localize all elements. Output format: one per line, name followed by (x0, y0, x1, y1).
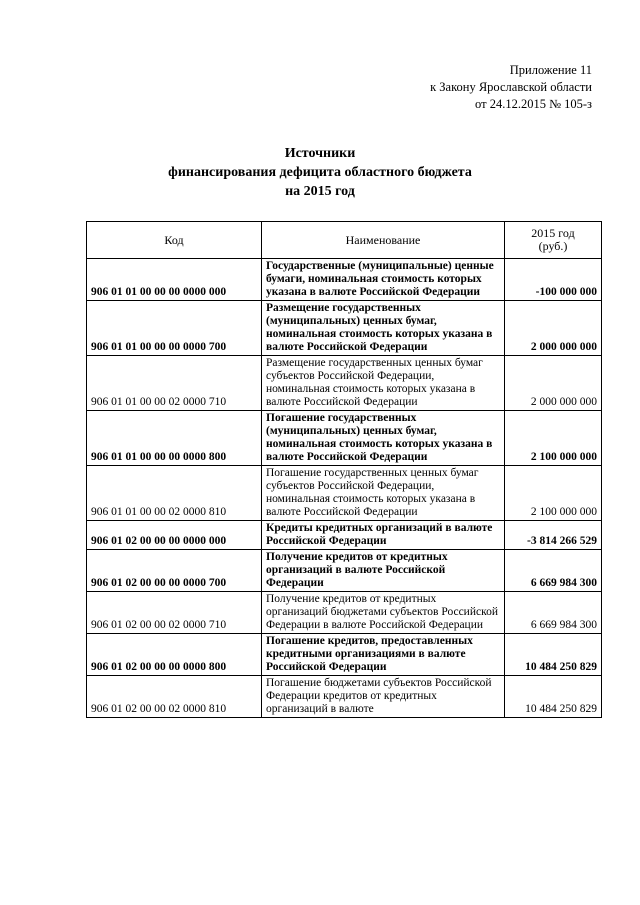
table-row (87, 259, 602, 301)
row-amount: 6 669 984 300 (505, 592, 602, 634)
amount-year: 2015 год (531, 226, 575, 240)
row-amount: 10 484 250 829 (505, 676, 602, 718)
row-code: 906 01 02 00 00 00 0000 000 (87, 521, 262, 550)
row-name: Государственные (муниципальные) ценные бумаги, номинальная стоимость которых указана в валюте Российской Федерации (262, 259, 505, 301)
row-name: Погашение кредитов, предоставленных кредитными организациями в валюте Российской Федерации (262, 634, 505, 676)
title-line-3: на 2015 год (285, 184, 355, 199)
law-date: от 24.12.2015 № 105-з (475, 97, 592, 111)
table-header-row (87, 222, 602, 259)
title-line-1: Источники (284, 146, 356, 161)
row-amount: 10 484 250 829 (505, 634, 602, 676)
table-row (87, 411, 602, 466)
row-code: 906 01 02 00 00 02 0000 810 (87, 676, 262, 718)
row-name: Погашение государственных (муниципальных) ценных бумаг, номинальная стоимость которых указана в валюте Российской Федерации (262, 411, 505, 466)
table-body (87, 259, 602, 718)
table-row (87, 356, 602, 411)
table-row (87, 634, 602, 676)
table-row (87, 550, 602, 592)
appendix-header (430, 62, 592, 113)
row-amount: -100 000 000 (505, 259, 602, 301)
row-code: 906 01 02 00 00 02 0000 710 (87, 592, 262, 634)
financing-sources-table (86, 221, 602, 718)
row-name: Кредиты кредитных организаций в валюте Российской Федерации (262, 521, 505, 550)
row-amount: 6 669 984 300 (505, 550, 602, 592)
row-amount: 2 000 000 000 (505, 356, 602, 411)
column-header-amount (505, 222, 602, 259)
amount-unit: (руб.) (538, 239, 568, 253)
row-name: Размещение государственных ценных бумаг субъектов Российской Федерации, номинальная стоимость которых указана в валюте Российской Федерации (262, 356, 505, 411)
table-row (87, 466, 602, 521)
row-amount: 2 100 000 000 (505, 466, 602, 521)
table-row (87, 521, 602, 550)
row-code: 906 01 01 00 00 00 0000 000 (87, 259, 262, 301)
row-amount: -3 814 266 529 (505, 521, 602, 550)
row-name: Погашение государственных ценных бумаг субъектов Российской Федерации, номинальная стоимость которых указана в валюте Российской Федерации (262, 466, 505, 521)
row-name: Размещение государственных (муниципальных) ценных бумаг, номинальная стоимость которых указана в валюте Российской Федерации (262, 301, 505, 356)
document-title (0, 144, 640, 201)
row-code: 906 01 02 00 00 00 0000 700 (87, 550, 262, 592)
table-row (87, 592, 602, 634)
row-name: Получение кредитов от кредитных организаций в валюте Российской Федерации (262, 550, 505, 592)
appendix-number: Приложение 11 (509, 63, 592, 77)
row-code: 906 01 01 00 00 00 0000 800 (87, 411, 262, 466)
column-header-name: Наименование (262, 222, 505, 259)
row-amount: 2 000 000 000 (505, 301, 602, 356)
row-name: Получение кредитов от кредитных организаций бюджетами субъектов Российской Федерации в валюте Российской Федерации (262, 592, 505, 634)
row-code: 906 01 02 00 00 00 0000 800 (87, 634, 262, 676)
row-name: Погашение бюджетами субъектов Российской Федерации кредитов от кредитных организаций в валюте (262, 676, 505, 718)
row-code: 906 01 01 00 00 02 0000 810 (87, 466, 262, 521)
row-code: 906 01 01 00 00 02 0000 710 (87, 356, 262, 411)
title-line-2: финансирования дефицита областного бюджета (168, 165, 472, 180)
column-header-code: Код (87, 222, 262, 259)
row-amount: 2 100 000 000 (505, 411, 602, 466)
table-row (87, 301, 602, 356)
table-row (87, 676, 602, 718)
row-code: 906 01 01 00 00 00 0000 700 (87, 301, 262, 356)
law-reference: к Закону Ярославской области (430, 80, 592, 94)
